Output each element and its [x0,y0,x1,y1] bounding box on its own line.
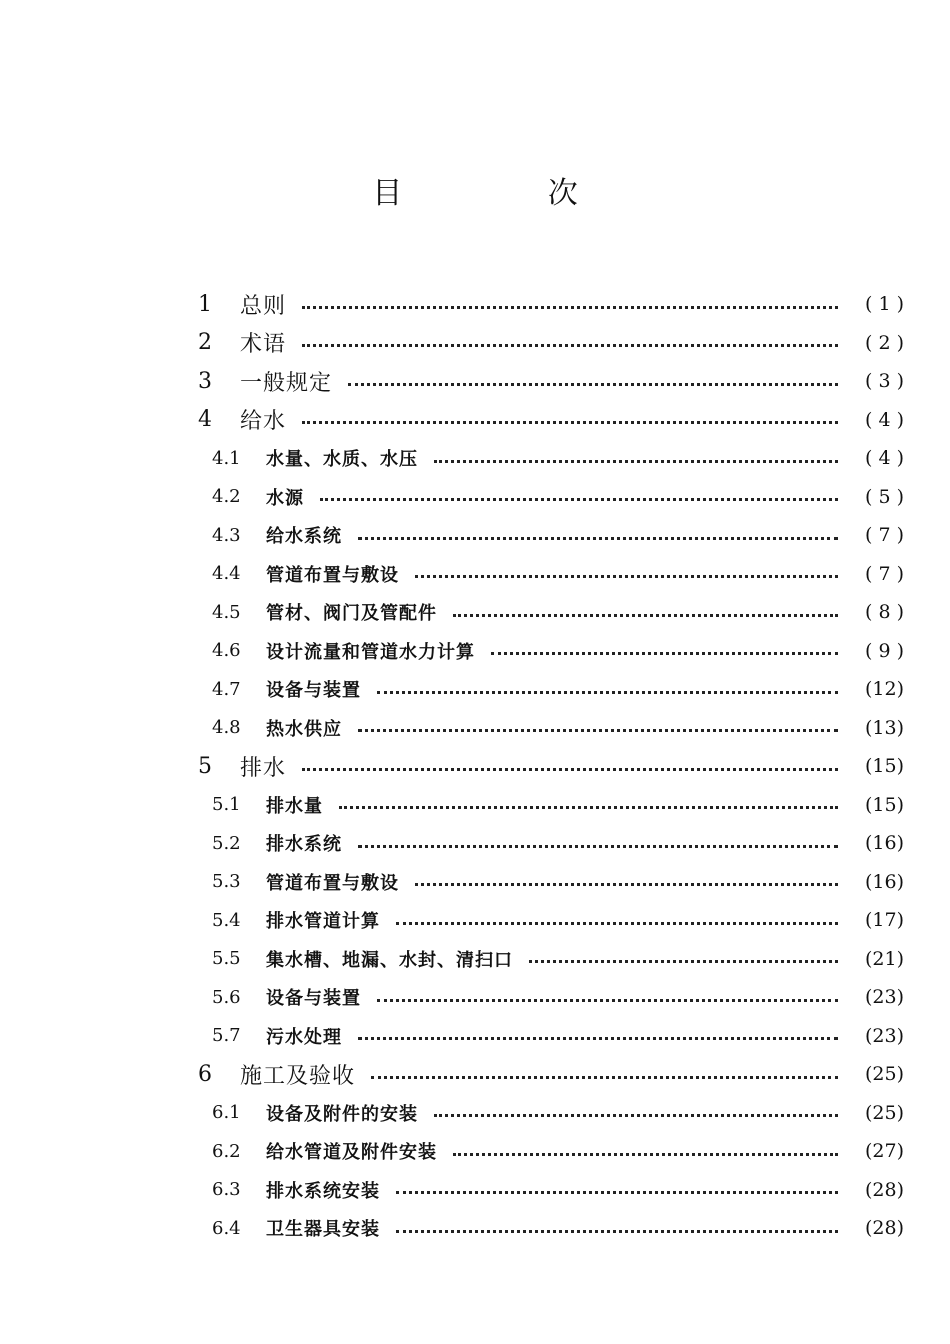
toc-leader [348,381,838,386]
toc-leader [302,304,838,309]
toc-entry [198,439,904,478]
toc-title: 设备与装置 [266,680,361,702]
toc-number: 5.3 [212,871,241,893]
toc-page: (15) [864,755,904,778]
toc-number: 4.1 [212,447,241,469]
toc-title: 管道布置与敷设 [266,564,399,586]
toc-page: ( 8 ) [865,601,904,624]
toc-number: 6.3 [212,1179,241,1201]
toc-page: ( 7 ) [865,562,904,585]
toc-title: 管材、阀门及管配件 [266,603,437,625]
toc-leader [358,843,838,848]
toc-page: ( 9 ) [865,639,904,662]
toc-title: 集水槽、地漏、水封、清扫口 [266,949,513,971]
toc-entry [198,863,904,902]
toc-entry [198,940,904,979]
toc-title: 给水 [240,409,287,435]
toc-leader [396,1189,838,1194]
toc-leader [415,881,838,886]
toc-title: 排水 [240,755,287,781]
toc-number: 4.7 [212,678,241,700]
toc-entry [198,285,904,324]
toc-entry [198,1209,904,1248]
toc-page: (16) [864,870,904,893]
toc-page: (13) [864,716,904,739]
toc-number: 4.8 [212,717,241,739]
toc-page: ( 2 ) [865,331,904,354]
toc-entry [198,1055,904,1094]
toc-page: (28) [864,1178,904,1201]
toc-page: (27) [864,1140,904,1163]
toc-title: 一般规定 [240,370,333,396]
toc-entry [198,324,904,363]
toc-number: 5.6 [212,986,241,1008]
toc-leader [302,419,838,424]
toc-page: ( 4 ) [865,447,904,470]
toc-leader [320,496,838,501]
toc-number: 4 [198,407,212,433]
toc-page: ( 3 ) [865,370,904,393]
toc-title: 管道布置与敷设 [266,872,399,894]
toc-page: (16) [864,832,904,855]
toc-leader [396,920,838,925]
toc-number: 6.2 [212,1140,241,1162]
toc-leader [491,650,838,655]
toc-title: 排水系统安装 [266,1180,380,1202]
toc-number: 4.3 [212,524,241,546]
toc-number: 5.7 [212,1025,241,1047]
toc-entry [198,593,904,632]
toc-leader [453,612,838,617]
toc-title: 排水量 [266,795,323,817]
toc-title: 排水系统 [266,834,342,856]
toc-page: ( 4 ) [865,408,904,431]
toc-entry [198,516,904,555]
toc-leader [396,1228,838,1233]
toc-number: 4.2 [212,486,241,508]
toc-page: (17) [864,909,904,932]
toc-page: (25) [864,1063,904,1086]
toc-leader [358,535,838,540]
toc-page: (23) [864,986,904,1009]
toc-title: 排水管道计算 [266,911,380,933]
toc-entry [198,401,904,440]
toc-entry [198,824,904,863]
toc-title: 给水系统 [266,526,342,548]
toc-entry [198,709,904,748]
toc-number: 5 [198,753,212,779]
toc-entry [198,670,904,709]
toc-number: 5.2 [212,832,241,854]
page-title: 目 次 [372,176,646,211]
toc-entry [198,786,904,825]
toc-number: 1 [198,291,212,317]
toc-entry [198,901,904,940]
toc-page: (12) [864,678,904,701]
toc-number: 4.6 [212,640,241,662]
toc-number: 2 [198,330,212,356]
toc-leader [377,997,838,1002]
toc-page: (15) [864,793,904,816]
toc-title: 污水处理 [266,1026,342,1048]
toc-leader [302,766,838,771]
toc-number: 3 [198,368,212,394]
toc-leader [434,458,838,463]
toc-entry [198,1132,904,1171]
toc-leader [434,1112,838,1117]
toc-page: (28) [864,1217,904,1240]
toc-title: 总则 [240,293,287,319]
toc-leader [358,727,838,732]
toc-leader [358,1035,838,1040]
toc-page: ( 7 ) [865,524,904,547]
toc-entry [198,1017,904,1056]
toc-title: 卫生器具安装 [266,1219,380,1241]
toc-entry [198,1171,904,1210]
toc-page: (23) [864,1024,904,1047]
toc-number: 5.1 [212,794,241,816]
toc-title: 水量、水质、水压 [266,449,418,471]
toc-leader [377,689,838,694]
toc-leader [453,1151,838,1156]
toc-page: ( 1 ) [865,293,904,316]
toc-page: (25) [864,1101,904,1124]
toc-entry [198,747,904,786]
table-of-contents [198,285,904,1248]
toc-page: ( 5 ) [865,485,904,508]
toc-number: 4.5 [212,601,241,623]
toc-page: (21) [864,947,904,970]
toc-entry [198,1094,904,1133]
toc-leader [339,804,838,809]
toc-number: 6 [198,1061,212,1087]
toc-entry [198,362,904,401]
toc-title: 术语 [240,332,287,358]
toc-entry [198,632,904,671]
toc-number: 4.4 [212,563,241,585]
toc-title: 施工及验收 [240,1063,356,1089]
toc-title: 热水供应 [266,718,342,740]
toc-leader [529,958,838,963]
toc-leader [415,573,838,578]
toc-number: 5.4 [212,909,241,931]
toc-title: 给水管道及附件安装 [266,1142,437,1164]
toc-title: 设备及附件的安装 [266,1103,418,1125]
toc-number: 6.1 [212,1102,241,1124]
toc-title: 设备与装置 [266,988,361,1010]
toc-entry [198,555,904,594]
toc-leader [302,342,838,347]
toc-number: 6.4 [212,1217,241,1239]
toc-entry [198,978,904,1017]
toc-title: 水源 [266,487,304,509]
toc-leader [371,1074,838,1079]
toc-entry [198,478,904,517]
toc-title: 设计流量和管道水力计算 [266,641,475,663]
toc-number: 5.5 [212,948,241,970]
